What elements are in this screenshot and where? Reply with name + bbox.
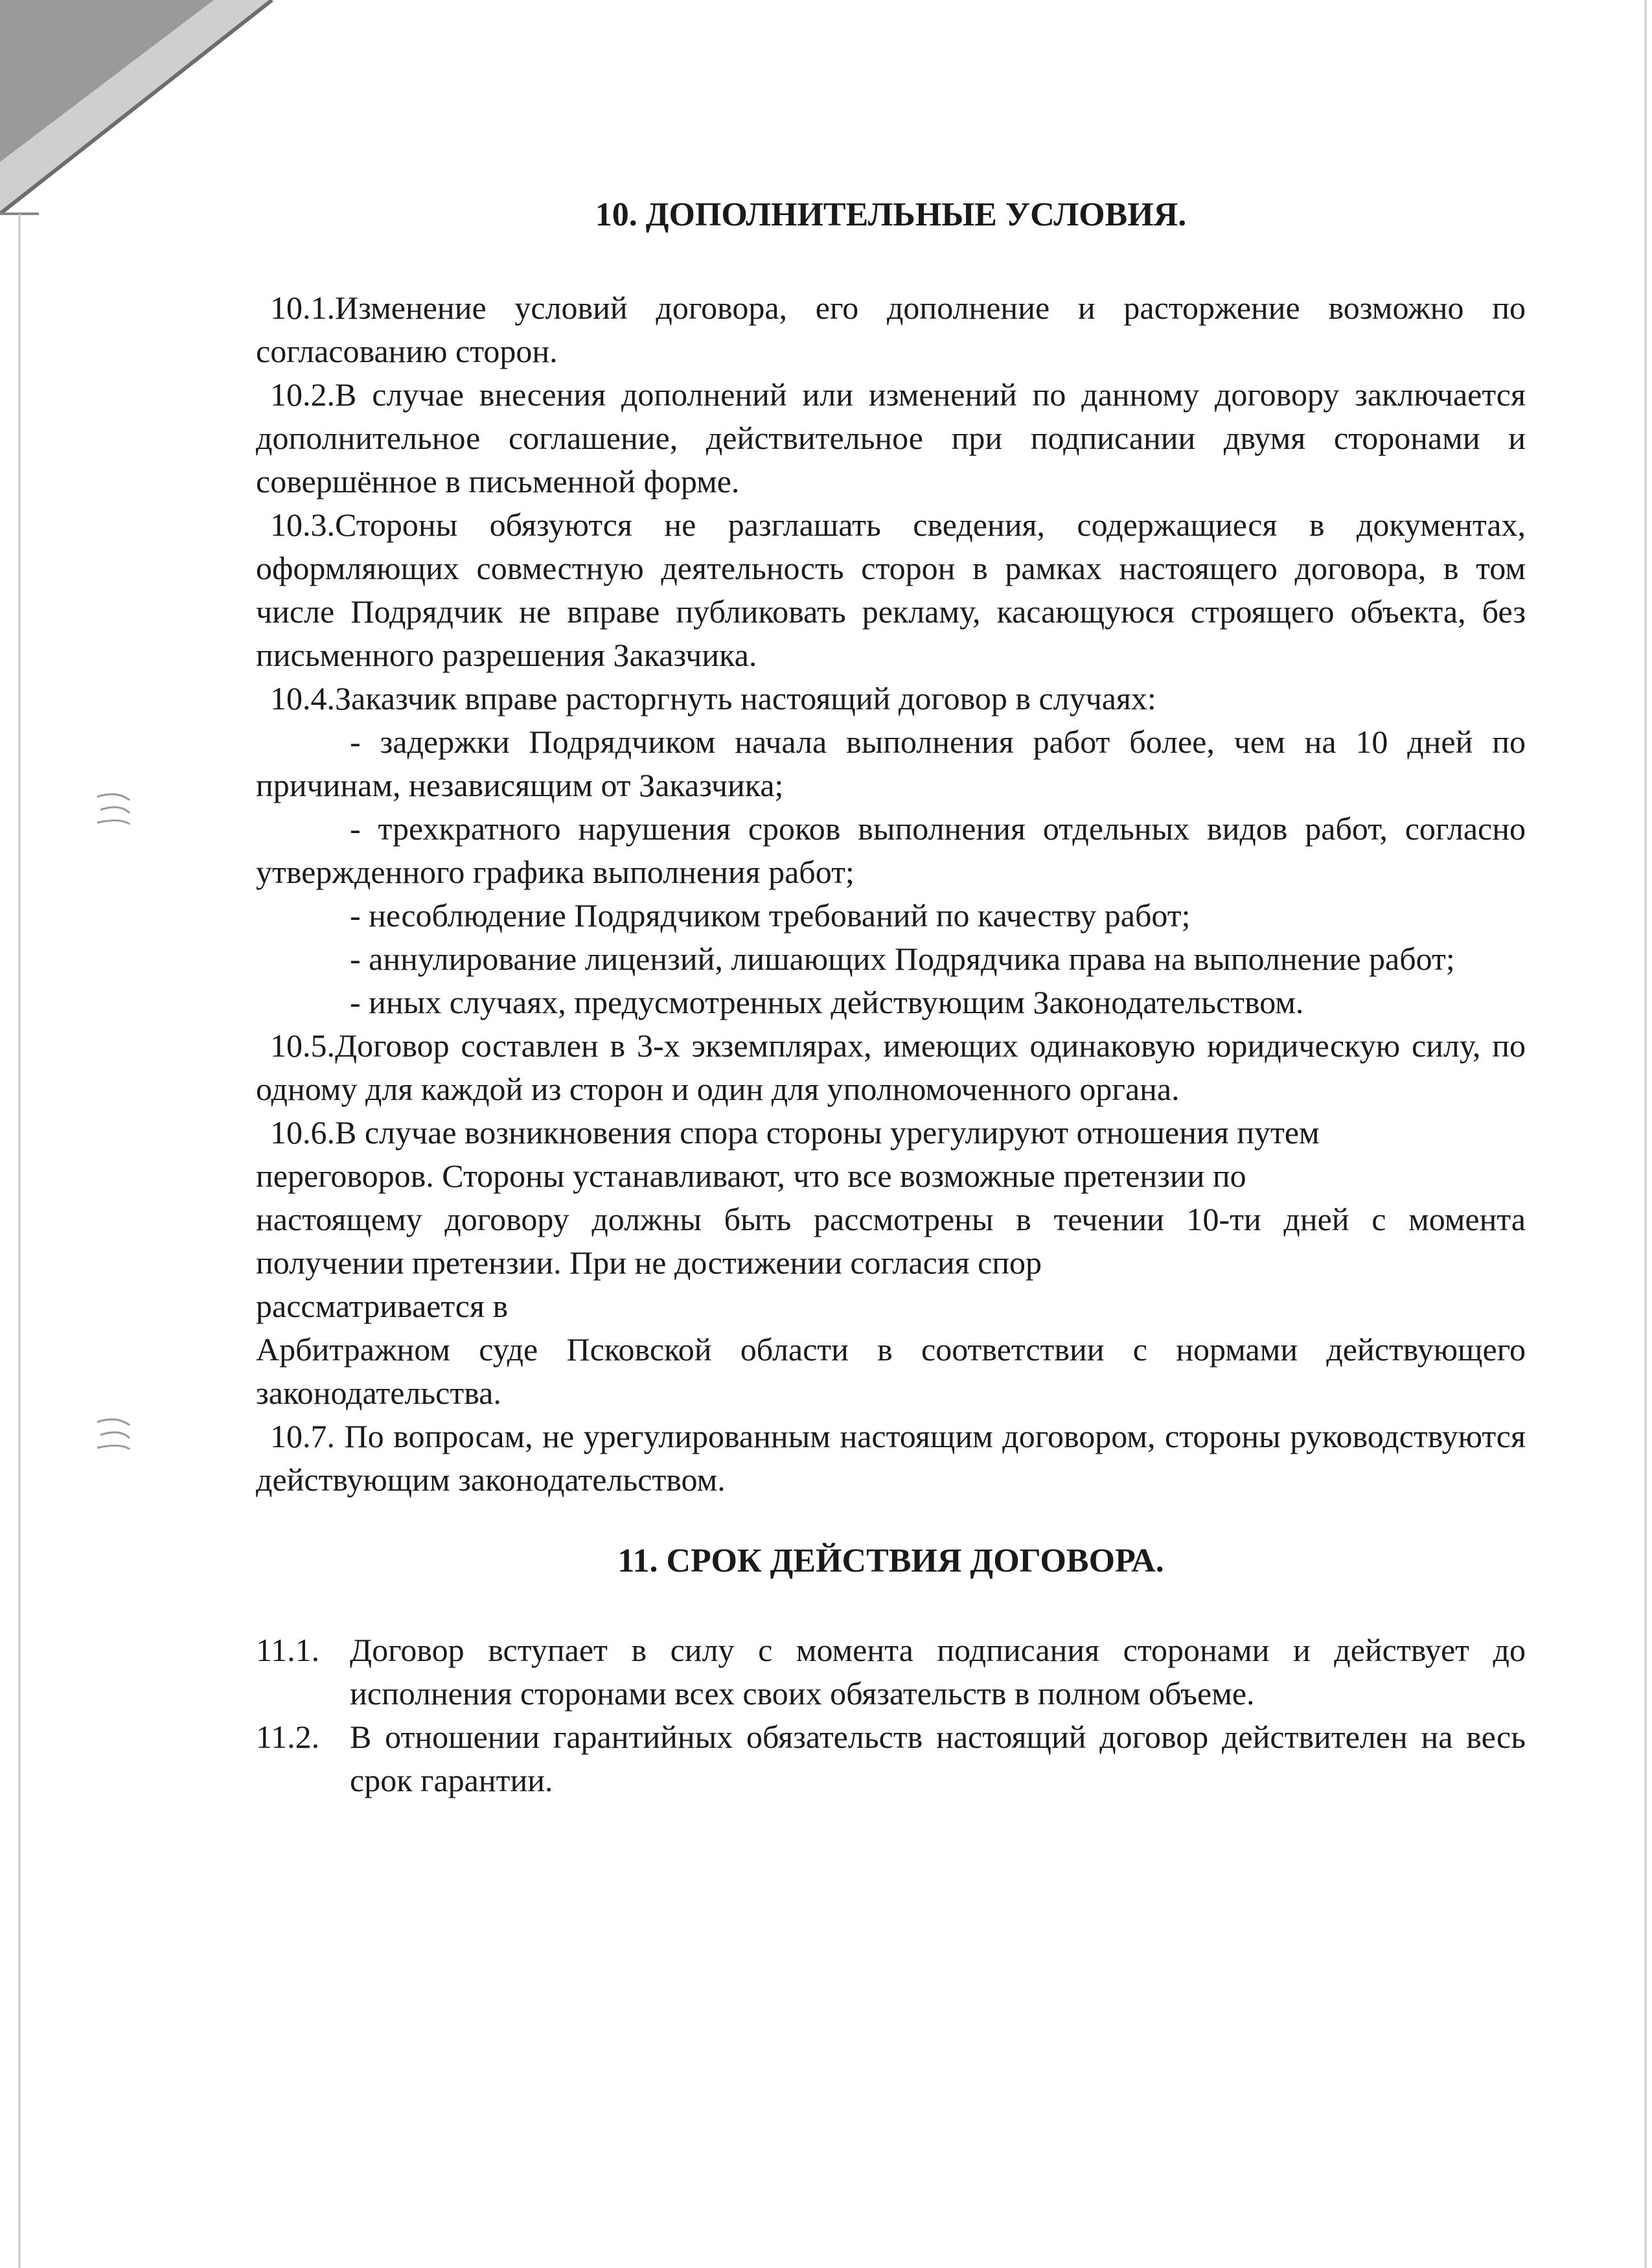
clause-10-4: 10.4.Заказчик вправе расторгнуть настоящий договор в случаях: <box>270 680 1156 716</box>
hole-mark-bottom <box>97 1419 130 1449</box>
clause-10-6: 10.6.В случае возникновения спора стороны урегулируют отношения путем переговоров. Стороны устанавливают, что все возможные претензии по настоящему договору должны быть рассмотрены в течении 10-ти дней с момента получении претензии. При не достижении согласия спор рассматривается в Арбитражном суде Псковской области в соответствии с нормами действующего законодательства. <box>256 1114 1526 1411</box>
clause-10-2: 10.2.В случае внесения дополнений или изменений по данному договору заключается дополнительное соглашение, действительное при подписании двумя сторонами и совершённое в письменной форме. <box>256 376 1526 499</box>
section-10-title: 10. ДОПОЛНИТЕЛЬНЫЕ УСЛОВИЯ. <box>595 196 1187 233</box>
clause-10-1: 10.1.Изменение условий договора, его дополнение и расторжение возможно по согласованию сторон. <box>256 290 1526 369</box>
clause-11-2: 11.2. В отношении гарантийных обязательств настоящий договор действителен на весь срок гарантии. <box>256 1719 1526 1798</box>
clause-10-5: 10.5.Договор составлен в 3-х экземплярах, имеющих одинаковую юридическую силу, по одному для каждой из сторон и один для уполномоченного органа. <box>256 1027 1526 1107</box>
clause-10-4-case-2: - трехкратного нарушения сроков выполнения отдельных видов работ, согласно утвержденного графика выполнения работ; <box>256 810 1526 890</box>
clause-10-7: 10.7. По вопросам, не урегулированным настоящим договором, стороны руководствуются действующим законодательством. <box>256 1418 1526 1498</box>
clause-11-1: 11.1. Договор вступает в силу с момента подписания сторонами и действует до исполнения сторонами всех своих обязательств в полном объеме. <box>256 1632 1526 1712</box>
document-page <box>256 194 1526 1802</box>
clause-10-4-case-3: - несоблюдение Подрядчиком требований по качеству работ; <box>350 897 1191 934</box>
hole-mark-top <box>97 794 130 824</box>
clause-10-4-case-4: - аннулирование лицензий, лишающих Подрядчика права на выполнение работ; <box>350 941 1455 977</box>
section-11-title: 11. СРОК ДЕЙСТВИЯ ДОГОВОРА. <box>617 1542 1164 1579</box>
clause-10-3: 10.3.Стороны обязуются не разглашать сведения, содержащиеся в документах, оформляющих совместную деятельность сторон в рамках настоящего договора, в том числе Подрядчик не вправе публиковать рекламу, касающуюся строящего объекта, без письменного разрешения Заказчика. <box>256 507 1526 673</box>
clause-10-4-case-1: - задержки Подрядчиком начала выполнения работ более, чем на 10 дней по причинам, независящим от Заказчика; <box>256 724 1526 803</box>
clause-10-4-case-5: - иных случаях, предусмотренных действующим Законодательством. <box>350 984 1304 1020</box>
